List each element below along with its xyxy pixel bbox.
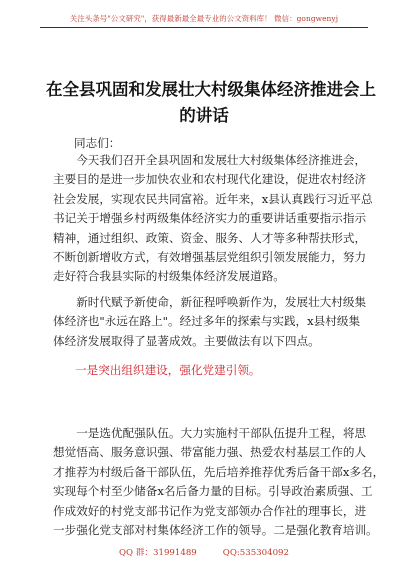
- paragraph-intro: [53, 151, 373, 287]
- page-header-notice: 关注头条号"公文研究"，获得最新最全最专业的公文资料库！ 微信：gongwenyj: [69, 14, 339, 23]
- header-divider: [40, 27, 368, 28]
- paragraph-line: 体经济也"永远在路上"。经过多年的探索与实践，x县村级集: [53, 314, 361, 329]
- paragraph-line: 主要目的是进一步加快农业和农村现代化建设，促进农村经济: [53, 172, 367, 187]
- paragraph-line: 新时代赋予新使命，新征程呼唤新作为，发展壮大村级集: [53, 295, 367, 309]
- footer-qq: QQ:535304092: [222, 548, 289, 558]
- title-line-1: 在全县巩固和发展壮大村级集体经济推进会上: [46, 80, 376, 99]
- paragraph-line: 不断创新增收方式，有效增强基层党组织引领发展能力，努力: [53, 250, 367, 265]
- paragraph-line: 一是选优配强队伍。大力实施村干部队伍提升工程，将思: [53, 426, 367, 440]
- paragraph-line: 一步强化党支部对村集体经济工作的领导。二是强化教育培训。: [53, 523, 378, 538]
- paragraph-line: 走好符合我县实际的村级集体经济发展道路。: [53, 269, 285, 284]
- paragraph-line: 体经济发展取得了显著成效。主要做法有以下四点。: [53, 333, 320, 348]
- paragraph-line: 实现每个村至少储备x名后备力量的目标。引导政治素质强、工: [53, 484, 373, 499]
- paragraph-line: 精神，通过组织、政策、资金、服务、人才等多种帮扶形式，: [53, 230, 367, 245]
- page-footer: [0, 546, 408, 558]
- paragraph-line: 社会发展，实现农民共同富裕。近年来，x县认真践行习近平总: [53, 191, 373, 206]
- footer-qq-group: QQ 群：31991489: [119, 548, 197, 558]
- paragraph-line: 今天我们召开全县巩固和发展壮大村级集体经济推进会，: [53, 153, 367, 167]
- greeting: 同志们：: [74, 136, 121, 150]
- paragraph-team-building: [53, 424, 385, 540]
- section-heading: 一是突出组织建设，强化党建引领。: [75, 363, 261, 377]
- paragraph-line: 书记关于增强乡村两级集体经济实力的重要讲话重要指示指示: [53, 211, 367, 226]
- paragraph-line: 作成效好的村党支部书记作为党支部领办合作社的理事长，进: [53, 503, 367, 518]
- title-line-2: 的讲话: [179, 106, 229, 125]
- paragraph-line: 才推荐为村级后备干部队伍，先后培养推荐优秀后备干部x多名，: [53, 464, 385, 479]
- paragraph-line: 想觉悟高、服务意识强、带富能力强、热爱农村基层工作的人: [53, 445, 367, 460]
- paragraph-achievements: [53, 293, 365, 351]
- document-title: [46, 77, 376, 129]
